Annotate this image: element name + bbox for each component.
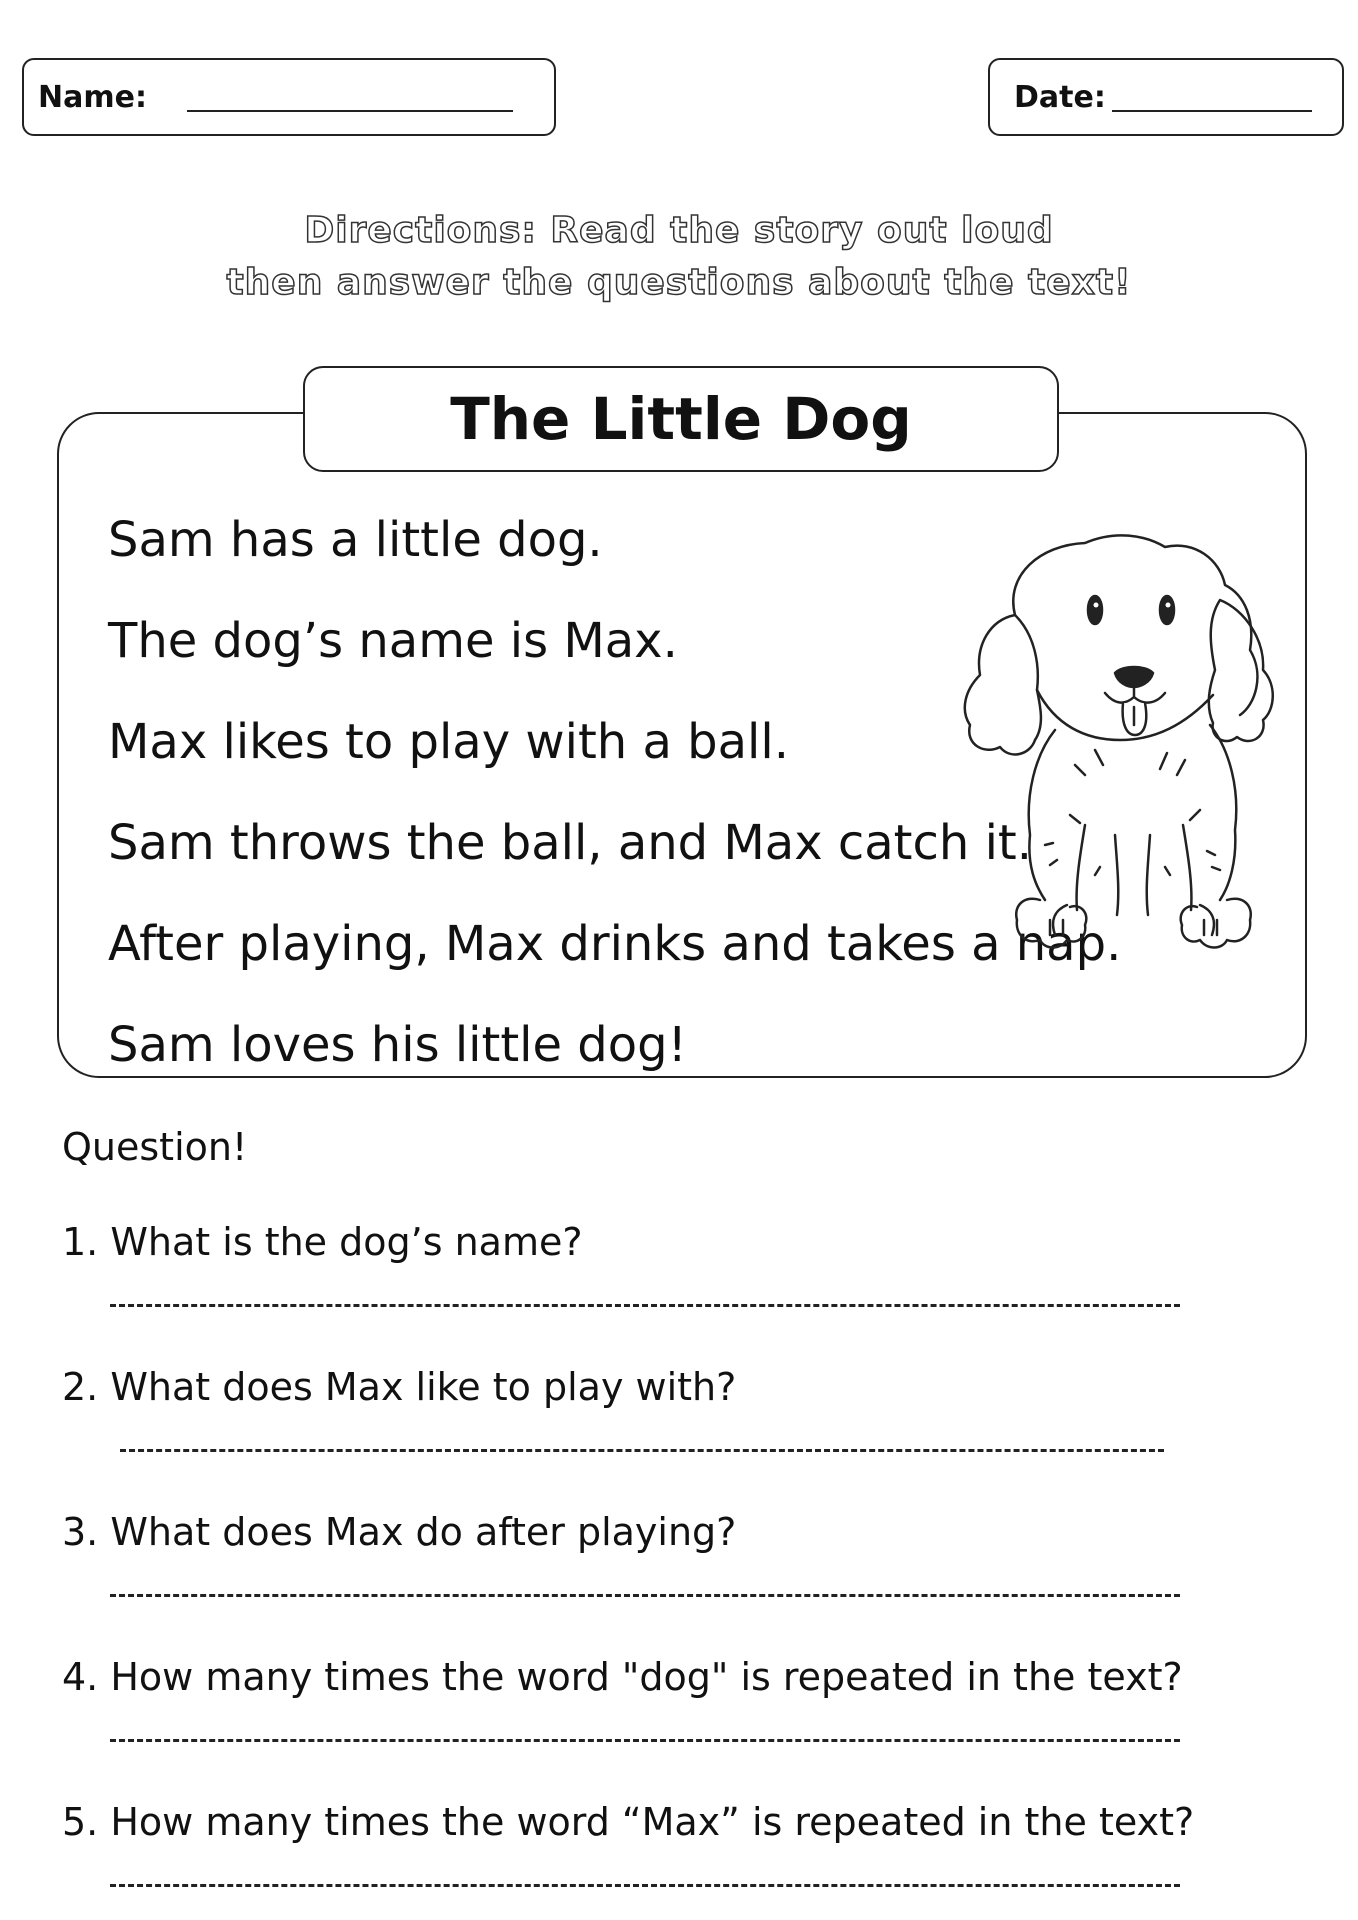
answer-line-2[interactable] — [120, 1449, 1164, 1452]
title-box — [303, 366, 1059, 472]
date-box — [988, 58, 1344, 136]
date-field[interactable] — [1112, 110, 1312, 112]
story-line-5: After playing, Max drinks and takes a nap. — [108, 916, 1122, 972]
questions-heading: Question! — [62, 1125, 248, 1169]
answer-line-3[interactable] — [110, 1594, 1180, 1597]
story-line-3: Max likes to play with a ball. — [108, 714, 789, 770]
answer-line-5[interactable] — [110, 1884, 1180, 1887]
story-line-6: Sam loves his little dog! — [108, 1017, 687, 1073]
question-3: 3. What does Max do after playing? — [62, 1510, 737, 1554]
directions-line-2: then answer the questions about the text! — [226, 262, 1132, 303]
story-line-1: Sam has a little dog. — [108, 512, 603, 568]
question-5: 5. How many times the word “Max” is repeated in the text? — [62, 1800, 1195, 1844]
story-line-2: The dog’s name is Max. — [108, 613, 678, 669]
question-1: 1. What is the dog’s name? — [62, 1220, 583, 1264]
date-label: Date: — [1014, 80, 1106, 115]
name-field[interactable] — [187, 110, 513, 112]
story-line-4: Sam throws the ball, and Max catch it. — [108, 815, 1032, 871]
name-box — [22, 58, 556, 136]
answer-line-4[interactable] — [110, 1739, 1180, 1742]
question-4: 4. How many times the word "dog" is repeated in the text? — [62, 1655, 1183, 1699]
directions-line-1: Directions: Read the story out loud — [304, 210, 1054, 251]
story-title: The Little Dog — [450, 385, 912, 453]
answer-line-1[interactable] — [110, 1304, 1180, 1307]
dog-illustration — [945, 525, 1295, 975]
question-2: 2. What does Max like to play with? — [62, 1365, 737, 1409]
name-label: Name: — [38, 80, 147, 115]
